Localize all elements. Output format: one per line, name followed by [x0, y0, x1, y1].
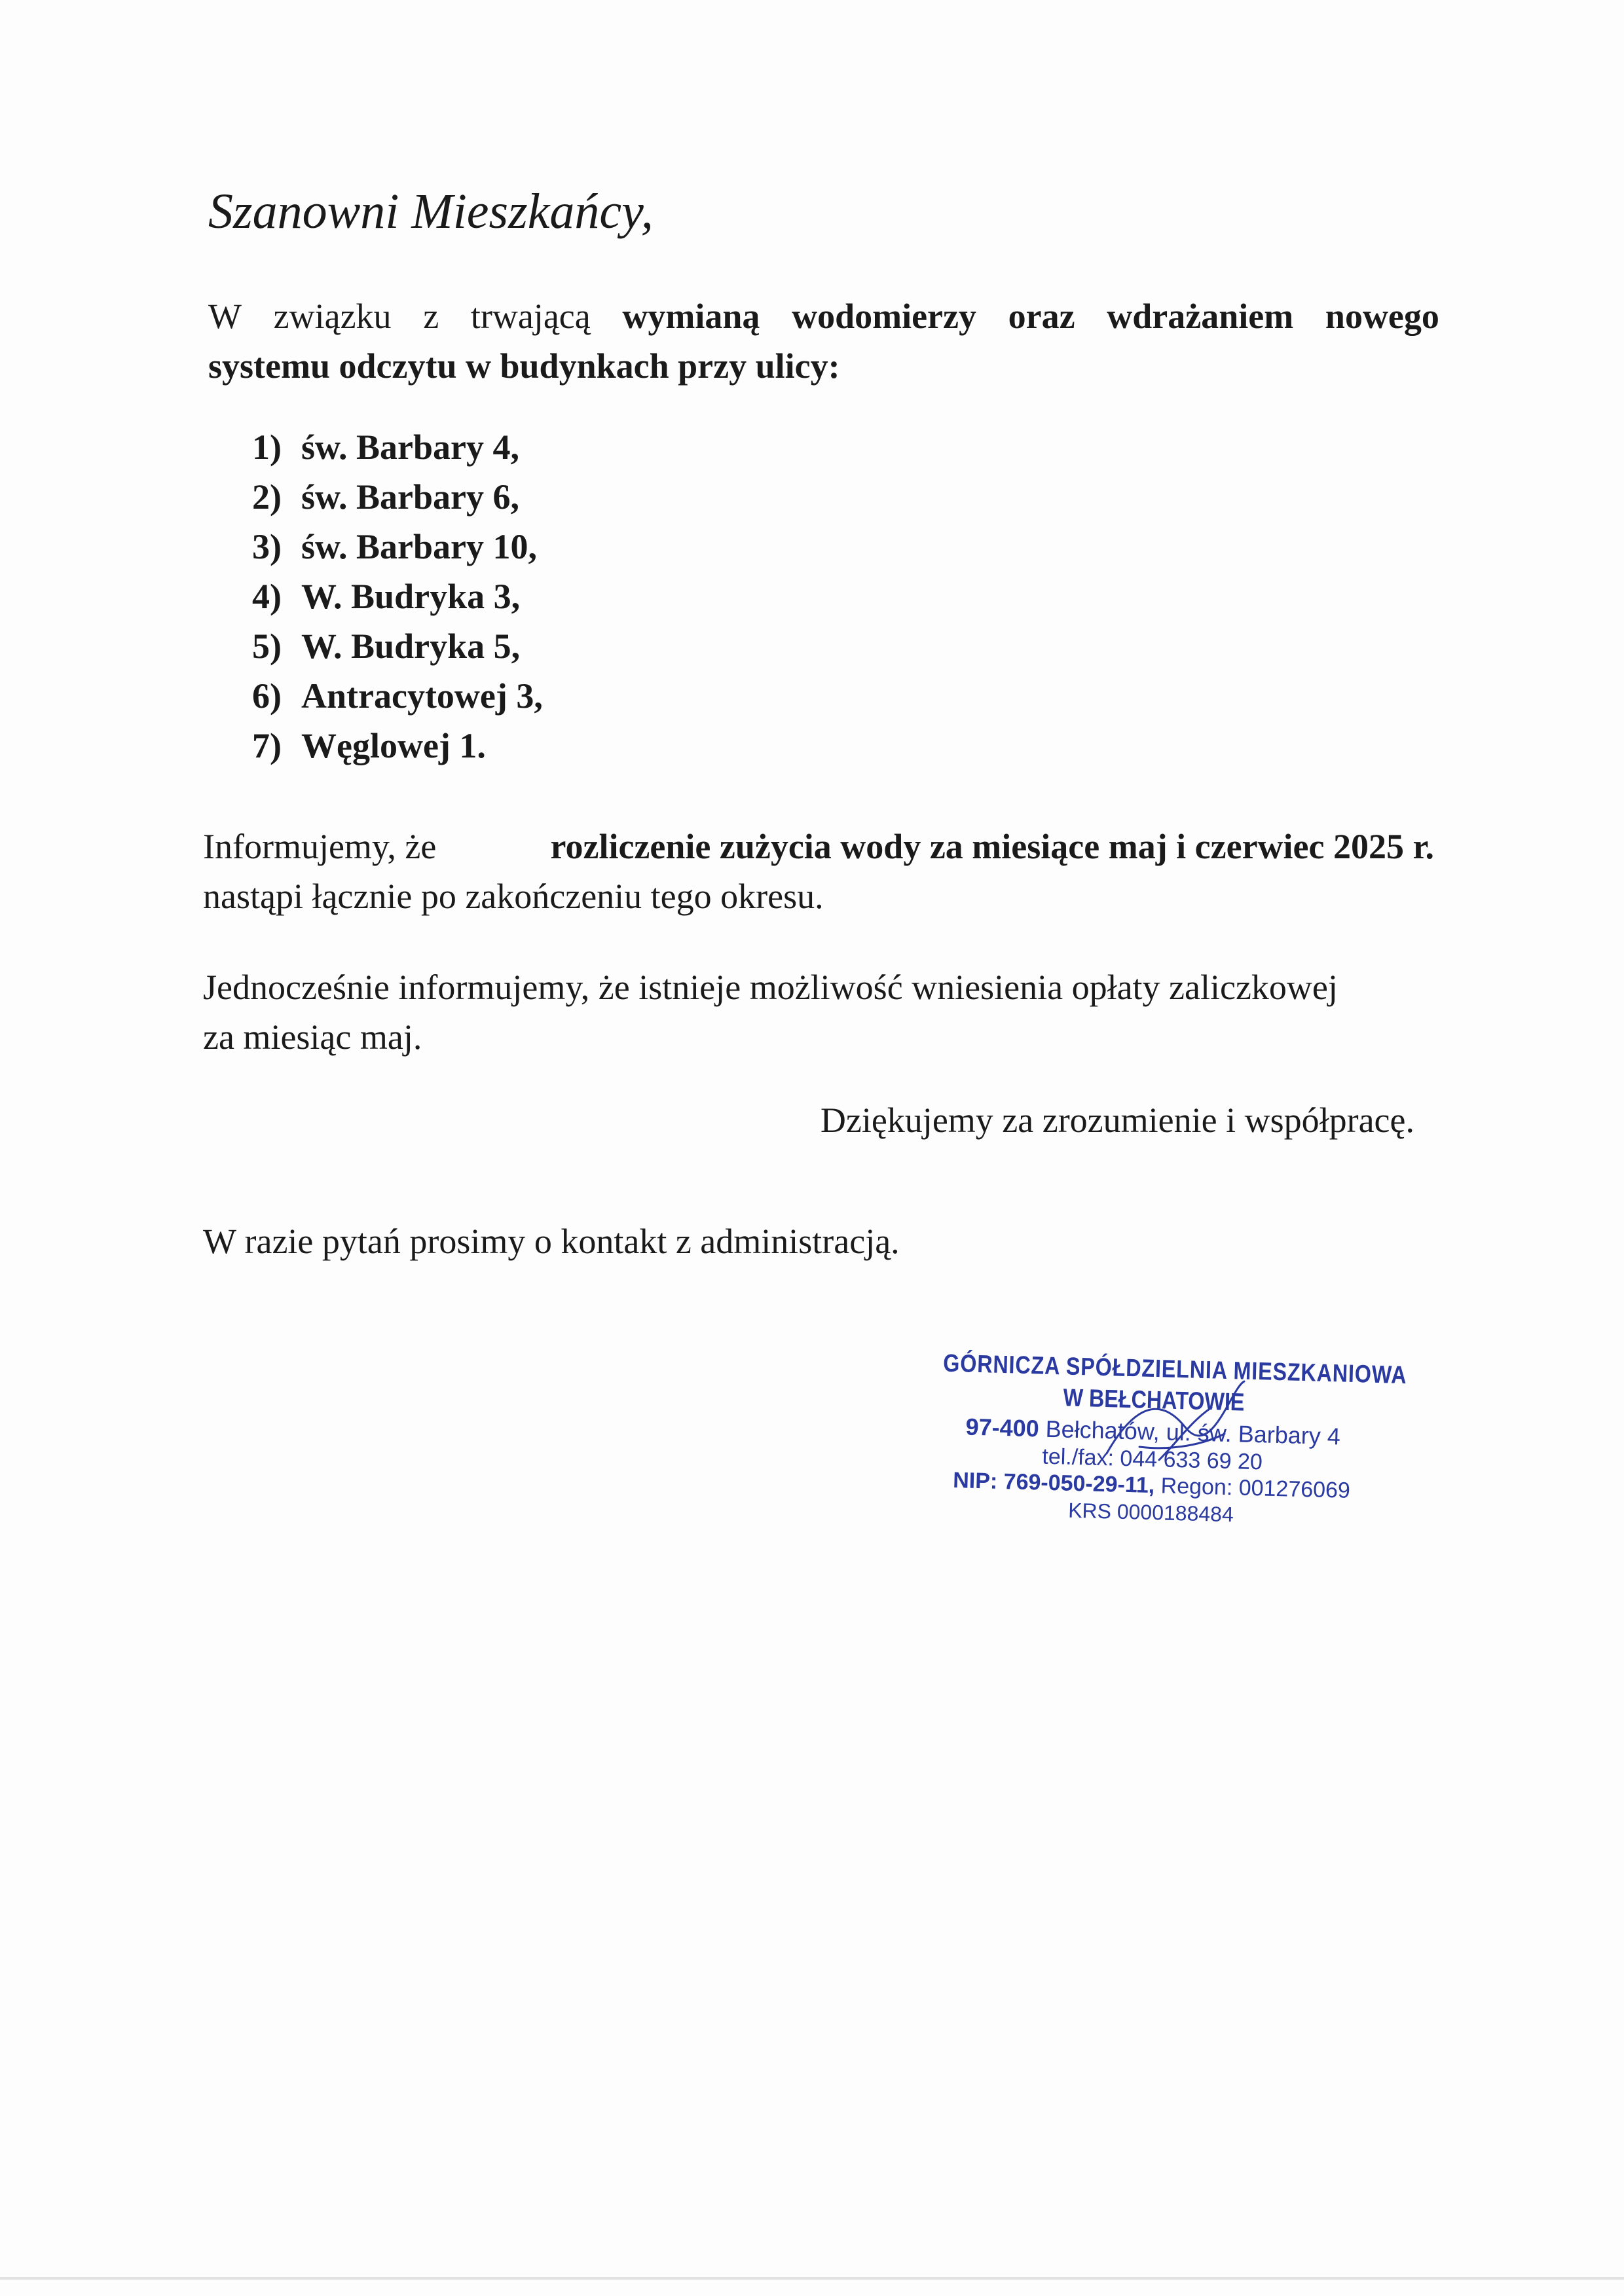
- intro-paragraph: [208, 291, 1439, 391]
- advance-line-1: Jednocześnie informujemy, że istnieje możliwość wniesienia opłaty zaliczkowej: [203, 968, 1338, 1007]
- street-list: [252, 422, 543, 771]
- stamp-nip: NIP: 769-050-29-11,: [952, 1468, 1155, 1499]
- settlement-line-1: [203, 822, 1434, 871]
- list-item: [252, 572, 543, 621]
- list-item: [252, 621, 543, 671]
- street-name: św. Barbary 6,: [301, 477, 520, 517]
- advance-payment-paragraph: [203, 962, 1434, 1062]
- intro-bold-word: wodomierzy: [792, 297, 976, 336]
- stamp-address: Bełchatów, ul. św. Barbary 4: [1045, 1415, 1341, 1450]
- handwritten-signature-icon: [1080, 1368, 1277, 1473]
- list-item: [252, 422, 543, 472]
- settlement-bold-text: rozliczenie zużycia wody za miesiące maj i czerwiec 2025 r.: [550, 827, 1434, 866]
- street-name: św. Barbary 4,: [301, 428, 520, 467]
- street-name: Antracytowej 3,: [301, 676, 543, 716]
- list-number: 7): [252, 726, 282, 765]
- stamp-zip: 97-400: [965, 1413, 1040, 1442]
- list-item: [252, 671, 543, 721]
- contact-line: W razie pytań prosimy o kontakt z administracją.: [203, 1222, 900, 1261]
- stamp-line-2: W BEŁCHATOWIE: [1063, 1384, 1245, 1417]
- intro-bold-word: wdrażaniem: [1107, 297, 1294, 336]
- list-number: 2): [252, 477, 282, 517]
- intro-bold-word: nowego: [1325, 297, 1439, 336]
- intro-word: z: [423, 297, 439, 336]
- scan-edge-divider: [0, 2277, 1624, 2280]
- intro-word: trwającą: [470, 297, 591, 336]
- list-number: 4): [252, 577, 282, 616]
- thanks-line: Dziękujemy za zrozumienie i współpracę.: [820, 1101, 1414, 1140]
- list-item: [252, 472, 543, 522]
- list-number: 5): [252, 627, 282, 666]
- settlement-lead-text: Informujemy, że: [203, 827, 437, 866]
- intro-line-2: [208, 341, 1439, 391]
- intro-bold-word: wymianą: [622, 297, 760, 336]
- stamp-line-1: GÓRNICZA SPÓŁDZIELNIA MIESZKANIOWA: [942, 1349, 1408, 1390]
- intro-word: związku: [273, 297, 392, 336]
- stamp-regon: Regon: 001276069: [1160, 1473, 1351, 1503]
- advance-line-2: za miesiąc maj.: [203, 1017, 422, 1057]
- settlement-paragraph: [203, 822, 1434, 921]
- street-name: Węglowej 1.: [301, 726, 486, 765]
- street-name: W. Budryka 3,: [301, 577, 521, 616]
- intro-word: W: [208, 297, 242, 336]
- list-number: 1): [252, 428, 282, 467]
- salutation-heading: Szanowni Mieszkańcy,: [208, 184, 654, 239]
- intro-bold-word: oraz: [1008, 297, 1075, 336]
- list-number: 6): [252, 676, 282, 716]
- intro-line-1: [208, 291, 1439, 341]
- street-name: św. Barbary 10,: [301, 527, 538, 566]
- intro-bold-line: systemu odczytu w budynkach przy ulicy:: [208, 346, 840, 386]
- settlement-line-2: nastąpi łącznie po zakończeniu tego okresu.: [203, 877, 824, 916]
- list-item: [252, 721, 543, 771]
- stamp-line-4: tel./fax: 044 633 69 20: [1041, 1444, 1263, 1475]
- list-item: [252, 522, 543, 572]
- street-name: W. Budryka 5,: [301, 627, 521, 666]
- stamp-line-6: KRS 0000188484: [1067, 1498, 1234, 1527]
- list-number: 3): [252, 527, 282, 566]
